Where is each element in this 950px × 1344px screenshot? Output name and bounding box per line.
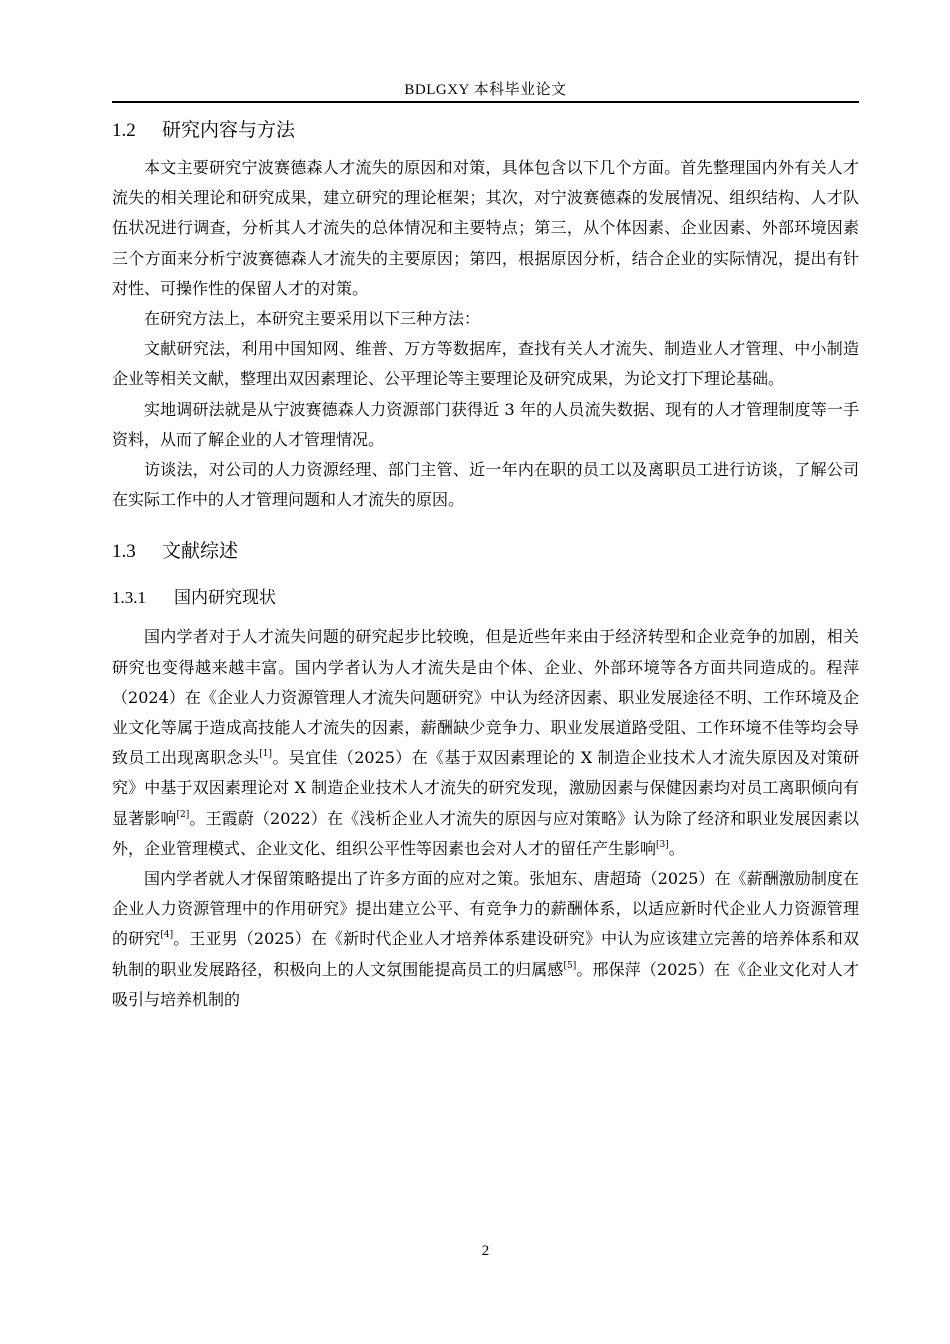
paragraph [112,622,859,864]
running-header: BDLGXY 本科毕业论文 [404,82,567,98]
section-number: 1.3 [112,541,136,563]
paragraph: 本文主要研究宁波赛德森人才流失的原因和对策，具体包含以下几个方面。首先整理国内外有关人才流失的相关理论和研究成果，建立研究的理论框架；其次，对宁波赛德森的发展情况、组织结构、人才队伍状况进行调查，分析其人才流失的总体情况和主要特点；第三，从个体因素、企业因素、外部环境因素三个方面来分析宁波赛德森人才流失的主要原因；第四，根据原因分析，结合企业的实际情况，提出有针对性、可操作性的保留人才的对策。 [112,158,859,298]
paragraph: 文献研究法，利用中国知网、维普、万方等数据库，查找有关人才流失、制造业人才管理、中小制造企业等相关文献，整理出双因素理论、公平理论等主要理论及研究成果，为论文打下理论基础。 [112,339,859,389]
subsection-title: 国内研究现状 [174,588,276,609]
citation: [3] [656,839,669,850]
text-run: 国内学者就人才保留策略提出了许多方面的应对之策。张旭东、唐超琦（2025）在《薪酬激励制度在企业人力资源管理中的作用研究》提出建立公平、有竞争力的薪酬体系，以适应新时代企业人力资源管理的研究 [112,869,859,949]
text-run: 。邢保萍（2025）在《企业文化对人才吸引与培养机制的 [112,959,859,1009]
citation: [2] [176,809,190,820]
subsection-heading-1-3-1 [112,578,859,618]
citation: [4] [160,930,174,941]
page-body [112,108,859,1015]
citation: [1] [259,749,273,760]
paragraph: 访谈法，对公司的人力资源经理、部门主管、近一年内在职的员工以及离职员工进行访谈，了解公司在实际工作中的人才管理问题和人才流失的原因。 [112,460,859,510]
text-run: 。吴宜佳（2025）在《基于双因素理论的 X 制造企业技术人才流失原因及对策研究》中基于双因素理论对 X 制造企业技术人才流失的研究发现，激励因素与保健因素均对员工离职倾向有显著影响 [112,748,859,828]
text-run: 。王霞蔚（2022）在《浅析企业人才流失的原因与应对策略》认为除了经济和职业发展因素以外，企业管理模式、企业文化、组织公平性等因素也会对人才的留任产生影响 [112,808,859,858]
header-rule [112,101,859,103]
text-run: 国内学者对于人才流失问题的研究起步比较晚，但是近些年来由于经济转型和企业竞争的加剧，相关研究也变得越来越丰富。国内学者认为人才流失是由个体、企业、外部环境等各方面共同造成的。程萍（2024）在《企业人力资源管理人才流失问题研究》中认为经济因素、职业发展途径不明、工作环境及企业文化等属于造成高技能人才流失的因素，薪酬缺少竞争力、职业发展道路受阻、工作环境不佳等均会导致员工出现离职念头 [112,627,859,768]
section-heading-1-3 [112,529,859,574]
subsection-number: 1.3.1 [112,588,146,608]
paragraph [112,864,859,1015]
section-number: 1.2 [112,120,136,141]
text-run: 。 [668,838,685,858]
citation: [5] [563,960,577,971]
paragraph: 实地调研法就是从宁波赛德森人力资源部门获得近 3 年的人员流失数据、现有的人才管理制度等一手资料，从而了解企业的人才管理情况。 [112,399,859,449]
section-title: 研究内容与方法 [162,119,296,141]
text-run: 。王亚男（2025）在《新时代企业人才培养体系建设研究》中认为应该建立完善的培养体系和双轨制的职业发展路径，积极向上的人文氛围能提高员工的归属感 [112,929,859,979]
paragraph: 在研究方法上，本研究主要采用以下三种方法： [144,309,481,329]
page-number: 2 [481,1243,490,1259]
section-heading-1-2 [112,108,859,153]
section-title: 文献综述 [162,540,239,563]
spacer [112,515,859,529]
